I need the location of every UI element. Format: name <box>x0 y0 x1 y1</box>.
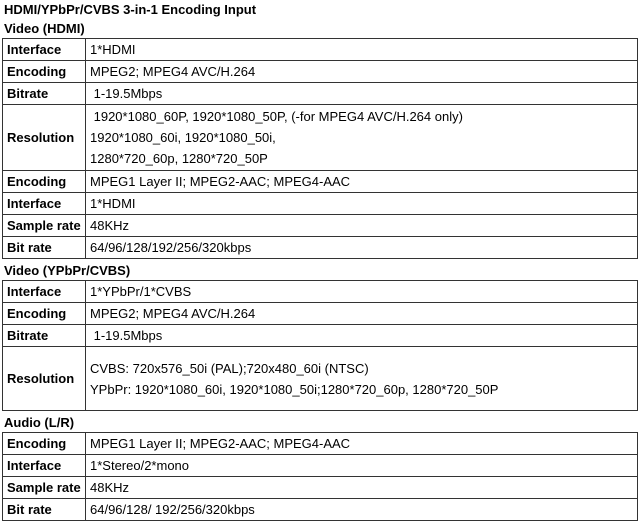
section-heading-video-hdmi: Video (HDMI) <box>4 21 85 36</box>
spec-table-video-hdmi <box>2 38 638 259</box>
table-row <box>3 499 638 521</box>
table-row <box>3 455 638 477</box>
row-label: Bitrate <box>3 325 86 347</box>
row-value: 48KHz <box>86 215 638 237</box>
row-value: 64/96/128/192/256/320kbps <box>86 237 638 259</box>
row-label: Sample rate <box>3 215 86 237</box>
row-label: Interface <box>3 193 86 215</box>
table-row <box>3 39 638 61</box>
row-label: Encoding <box>3 433 86 455</box>
row-value: MPEG2; MPEG4 AVC/H.264 <box>86 303 638 325</box>
row-value: MPEG2; MPEG4 AVC/H.264 <box>86 61 638 83</box>
table-row <box>3 477 638 499</box>
row-label: Bitrate <box>3 83 86 105</box>
row-value: MPEG1 Layer II; MPEG2-AAC; MPEG4-AAC <box>86 171 638 193</box>
spec-table-audio-lr <box>2 432 638 521</box>
row-value: 1*Stereo/2*mono <box>86 455 638 477</box>
table-row <box>3 105 638 171</box>
row-value: MPEG1 Layer II; MPEG2-AAC; MPEG4-AAC <box>86 433 638 455</box>
table-row <box>3 237 638 259</box>
table-row <box>3 325 638 347</box>
row-label: Interface <box>3 39 86 61</box>
table-row <box>3 193 638 215</box>
spec-table-video-ypbpr-cvbs <box>2 280 638 411</box>
table-row <box>3 303 638 325</box>
row-value: CVBS: 720x576_50i (PAL);720x480_60i (NTSC) YPbPr: 1920*1080_60i, 1920*1080_50i;1280*720_60p, 1280*720_50P <box>86 347 638 411</box>
table-row <box>3 433 638 455</box>
table-row <box>3 61 638 83</box>
row-value: 48KHz <box>86 477 638 499</box>
row-value: 1920*1080_60P, 1920*1080_50P, (-for MPEG4 AVC/H.264 only) 1920*1080_60i, 1920*1080_50i, 1280*720_60p, 1280*720_50P <box>86 105 638 171</box>
row-value: 64/96/128/ 192/256/320kbps <box>86 499 638 521</box>
row-value: 1*YPbPr/1*CVBS <box>86 281 638 303</box>
row-label: Encoding <box>3 61 86 83</box>
page-title: HDMI/YPbPr/CVBS 3-in-1 Encoding Input <box>4 2 257 17</box>
row-label: Bit rate <box>3 237 86 259</box>
table-row <box>3 171 638 193</box>
row-label: Resolution <box>3 347 86 411</box>
row-label: Encoding <box>3 171 86 193</box>
section-heading-audio-lr: Audio (L/R) <box>4 415 75 430</box>
table-row <box>3 347 638 411</box>
table-row <box>3 215 638 237</box>
row-label: Interface <box>3 281 86 303</box>
row-label: Encoding <box>3 303 86 325</box>
row-label: Bit rate <box>3 499 86 521</box>
row-value: 1*HDMI <box>86 39 638 61</box>
table-row <box>3 83 638 105</box>
section-heading-video-ypbpr-cvbs: Video (YPbPr/CVBS) <box>4 263 131 278</box>
row-value: 1*HDMI <box>86 193 638 215</box>
row-label: Sample rate <box>3 477 86 499</box>
row-value: 1-19.5Mbps <box>86 325 638 347</box>
row-value: 1-19.5Mbps <box>86 83 638 105</box>
row-label: Interface <box>3 455 86 477</box>
row-label: Resolution <box>3 105 86 171</box>
table-row <box>3 281 638 303</box>
